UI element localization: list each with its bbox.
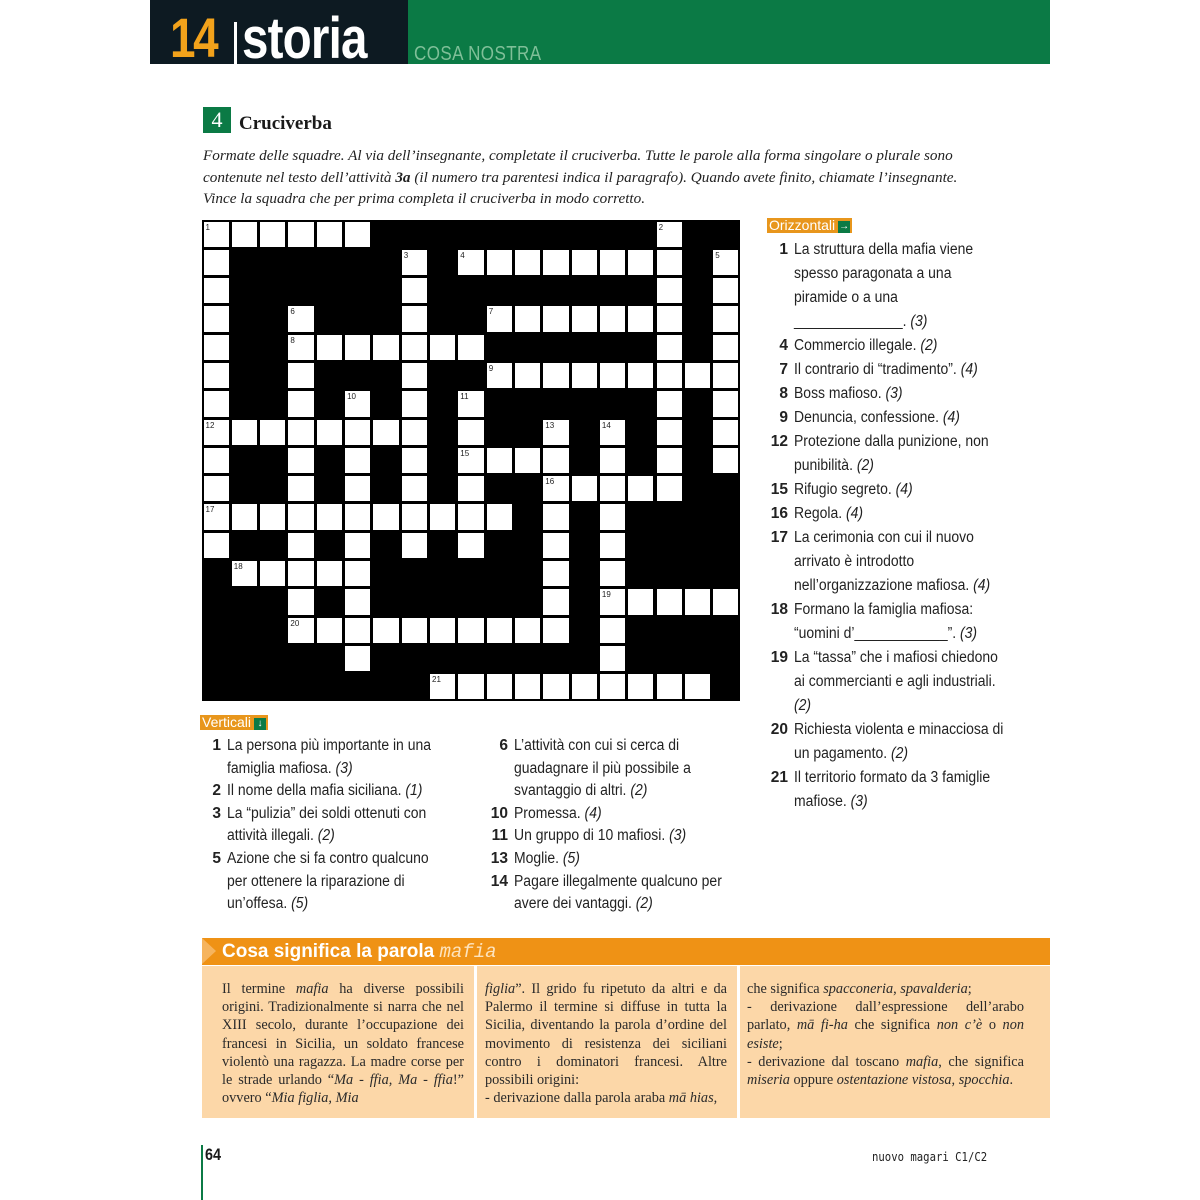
crossword-cell[interactable] [657, 363, 682, 388]
crossword-cell[interactable] [572, 306, 597, 331]
crossword-cell[interactable] [600, 476, 625, 501]
clue-text: Pagare illegalmente qualcuno per avere dei vantaggi. (2) [514, 872, 722, 913]
instructions-text-end: (il numero tra parentesi indica il paragrafo). Quando avete finito, chiamate l’insegnante. Vince la squadra che per prima completa il cruciverba in modo corretto. [203, 168, 958, 207]
crossword-cell[interactable] [600, 504, 625, 529]
crossword-cell[interactable] [232, 504, 257, 529]
cell-number: 14 [601, 420, 611, 430]
clue-item [768, 766, 1008, 814]
paragraph-reference: (4) [895, 481, 913, 498]
crossword-cell[interactable] [572, 363, 597, 388]
instructions [203, 145, 983, 210]
cell-number: 8 [290, 335, 295, 345]
triangle-marker-icon [202, 938, 216, 964]
crossword-cell[interactable] [204, 278, 229, 303]
crossword-cell[interactable] [345, 533, 370, 558]
clue-text: Un gruppo di 10 mafiosi. (3) [514, 827, 687, 845]
crossword-cell[interactable] [487, 363, 512, 388]
crossword-cell[interactable] [628, 674, 653, 699]
paragraph-reference: (2) [890, 745, 909, 762]
cell-number: 9 [488, 364, 494, 373]
crossword-cell[interactable] [288, 448, 313, 473]
crossword-cell[interactable] [317, 420, 342, 445]
crossword-cell[interactable] [657, 589, 682, 614]
crossword-cell[interactable] [373, 618, 398, 643]
crossword-cell[interactable] [232, 222, 257, 247]
crossword-cell[interactable] [515, 448, 540, 473]
crossword-cell[interactable] [458, 476, 483, 501]
clue-item [768, 334, 1008, 358]
clue-text: Promessa. (4) [514, 804, 602, 822]
crossword-cell[interactable] [543, 674, 568, 699]
crossword-cell[interactable] [260, 561, 285, 586]
crossword-cell[interactable] [713, 306, 738, 331]
crossword-cell[interactable] [600, 674, 625, 699]
crossword-cell[interactable] [288, 561, 313, 586]
clue-number: 15 [770, 481, 788, 498]
crossword-cell[interactable] [713, 278, 738, 303]
clue-text: La “tassa” che i mafiosi chiedono ai commercianti e agli industriali. (2) [794, 649, 998, 714]
book-title: nuovo magari C1/C2 [872, 1149, 988, 1164]
cell-number: 12 [205, 420, 215, 430]
clue-number: 19 [770, 649, 788, 666]
cell-number: 13 [545, 420, 555, 430]
crossword-cell[interactable] [232, 420, 257, 445]
paragraph-reference: (4) [960, 361, 978, 378]
crossword-cell[interactable] [515, 250, 540, 275]
clue-number: 21 [770, 769, 788, 786]
crossword-cell[interactable] [685, 674, 710, 699]
clue-number: 8 [779, 385, 788, 402]
verticali-heading [200, 715, 268, 730]
crossword-cell[interactable] [204, 363, 229, 388]
crossword-grid [202, 220, 740, 701]
clue-item [768, 358, 1008, 382]
info-box-header [202, 938, 1050, 965]
clue-number: 3 [212, 804, 221, 822]
crossword-cell[interactable] [345, 222, 370, 247]
crossword-cell[interactable] [345, 476, 370, 501]
clue-item [768, 430, 1008, 478]
orizzontali-label: Orizzontali [769, 217, 836, 233]
crossword-cell[interactable] [600, 618, 625, 643]
clue-number: 4 [779, 337, 788, 354]
clue-number: 16 [770, 505, 788, 522]
crossword-cell[interactable] [487, 306, 512, 331]
cell-number: 5 [715, 250, 720, 260]
cell-number: 1 [205, 222, 210, 232]
crossword-cell[interactable] [487, 504, 512, 529]
crossword-cell[interactable] [600, 589, 625, 614]
clue-text: La struttura della mafia viene spesso paragonata a una piramide o a una ______________. (3) [794, 241, 974, 330]
crossword-cell[interactable] [657, 476, 682, 501]
crossword-cell[interactable] [458, 335, 483, 360]
crossword-cell[interactable] [345, 618, 370, 643]
cell-number: 10 [347, 392, 356, 402]
instructions-text: Formate delle squadre. Al via dell’insegnante, completate il cruciverba. Tutte le parole alla forma singolare o plurale sono contenute nel testo dell’attività [203, 147, 953, 186]
paragraph-reference: (3) [959, 625, 978, 642]
crossword-cell[interactable] [288, 222, 313, 247]
crossword-cell[interactable] [204, 250, 229, 275]
crossword-cell[interactable] [543, 618, 568, 643]
crossword-cell[interactable] [543, 420, 568, 445]
clue-text: La “pulizia” dei soldi ottenuti con attività illegali. (2) [227, 804, 427, 845]
clue-number: 11 [491, 827, 508, 845]
crossword-cell[interactable] [260, 222, 285, 247]
crossword-cell[interactable] [487, 674, 512, 699]
clue-item [488, 735, 743, 803]
crossword-cell[interactable] [345, 448, 370, 473]
paragraph-reference: (4) [942, 409, 960, 426]
crossword-cell[interactable] [515, 363, 540, 388]
crossword-cell[interactable] [543, 589, 568, 614]
crossword-cell[interactable] [713, 420, 738, 445]
crossword-cell[interactable] [600, 363, 625, 388]
clue-text: Regola. (4) [794, 505, 864, 522]
clue-number: 20 [770, 721, 788, 738]
info-box-column-3: che significa spacconeria, spavalderia; - derivazione dall’espressione dell’arabo parlato, mā fi-ha che significa non c’è o non esiste; - derivazione dal toscano mafia, che significa miseria oppure ostentazione vistosa, spocchia. [740, 966, 1050, 1118]
crossword-cell[interactable] [402, 533, 427, 558]
crossword-cell[interactable] [543, 476, 568, 501]
crossword-cell[interactable] [345, 420, 370, 445]
crossword-cell[interactable] [402, 363, 427, 388]
crossword-cell[interactable] [713, 589, 738, 614]
crossword-cell[interactable] [713, 363, 738, 388]
paragraph-reference: (3) [885, 385, 903, 402]
crossword-cell[interactable] [685, 363, 710, 388]
crossword-cell[interactable] [628, 363, 653, 388]
crossword-cell[interactable] [657, 335, 682, 360]
verticali-label: Verticali [202, 714, 252, 730]
header-divider [234, 22, 237, 64]
crossword-cell[interactable] [600, 250, 625, 275]
crossword-cell[interactable] [204, 533, 229, 558]
crossword-cell[interactable] [402, 250, 427, 275]
crossword-cell[interactable] [685, 589, 710, 614]
crossword-cell[interactable] [713, 391, 738, 416]
crossword-cell[interactable] [713, 335, 738, 360]
crossword-cell[interactable] [402, 420, 427, 445]
clue-item [768, 646, 1008, 718]
clue-text: Boss mafioso. (3) [794, 385, 903, 402]
paragraph-reference: (4) [973, 577, 991, 594]
crossword-cell[interactable] [600, 533, 625, 558]
cell-number: 3 [403, 250, 409, 260]
crossword-cell[interactable] [713, 250, 738, 275]
paragraph-reference: (3) [850, 793, 868, 810]
clue-text: Commercio illegale. (2) [794, 337, 938, 354]
crossword-cell[interactable] [288, 533, 313, 558]
clue-number: 18 [770, 601, 788, 618]
paragraph-reference: (4) [845, 505, 864, 522]
crossword-cell[interactable] [515, 618, 540, 643]
crossword-cell[interactable] [232, 561, 257, 586]
clue-item [768, 238, 1008, 334]
cell-number: 6 [290, 307, 295, 317]
clue-text: Denuncia, confessione. (4) [794, 409, 960, 426]
crossword-cell[interactable] [204, 222, 229, 247]
orizzontali-heading [767, 218, 852, 233]
clue-item [201, 803, 451, 848]
crossword-cell[interactable] [543, 363, 568, 388]
crossword-cell[interactable] [402, 306, 427, 331]
paragraph-reference: (3) [335, 759, 353, 777]
crossword-cell[interactable] [458, 391, 483, 416]
clue-text: Formano la famiglia mafiosa: “uomini d’____________”. (3) [794, 601, 978, 642]
clue-text: Richiesta violenta e minacciosa di un pagamento. (2) [794, 721, 1004, 762]
crossword-cell[interactable] [430, 335, 455, 360]
paragraph-reference: (2) [856, 457, 874, 474]
clue-item [488, 871, 743, 916]
paragraph-reference: (3) [669, 827, 687, 845]
chapter-header [150, 0, 1050, 71]
paragraph-reference: (2) [317, 827, 335, 845]
paragraph-reference: (5) [562, 849, 580, 867]
crossword-cell[interactable] [402, 391, 427, 416]
crossword-cell[interactable] [317, 561, 342, 586]
verticali-clue-list-2 [488, 735, 743, 916]
clue-item [488, 848, 743, 871]
crossword-cell[interactable] [402, 504, 427, 529]
crossword-cell[interactable] [430, 504, 455, 529]
chapter-number: 14 [170, 6, 217, 69]
crossword-cell[interactable] [430, 674, 455, 699]
crossword-cell[interactable] [204, 420, 229, 445]
crossword-cell[interactable] [628, 306, 653, 331]
clue-text: La persona più importante in una famiglia mafiosa. (3) [227, 737, 431, 777]
crossword-cell[interactable] [317, 335, 342, 360]
clue-item [201, 848, 451, 916]
page-number: 64 [205, 1145, 222, 1164]
crossword-cell[interactable] [657, 391, 682, 416]
crossword-cell[interactable] [260, 504, 285, 529]
clue-text: Protezione dalla punizione, non punibilità. (2) [794, 433, 989, 474]
clue-number: 2 [212, 782, 221, 800]
crossword-cell[interactable] [572, 476, 597, 501]
crossword-cell[interactable] [458, 250, 483, 275]
crossword-cell[interactable] [288, 618, 313, 643]
crossword-cell[interactable] [402, 618, 427, 643]
cell-number: 11 [460, 392, 469, 402]
crossword-cell[interactable] [458, 618, 483, 643]
paragraph-reference: (2) [920, 337, 938, 354]
cell-number: 7 [488, 307, 494, 317]
crossword-cell[interactable] [345, 589, 370, 614]
clue-item [201, 735, 451, 780]
crossword-cell[interactable] [204, 391, 229, 416]
crossword-cell[interactable] [458, 420, 483, 445]
crossword-cell[interactable] [288, 391, 313, 416]
cell-number: 21 [432, 675, 441, 685]
crossword-cell[interactable] [515, 674, 540, 699]
clue-number: 1 [212, 737, 221, 754]
cell-number: 4 [460, 250, 465, 260]
cell-number: 15 [460, 448, 470, 458]
crossword-cell[interactable] [515, 306, 540, 331]
crossword-cell[interactable] [402, 335, 427, 360]
clue-number: 6 [499, 737, 508, 754]
crossword-cell[interactable] [204, 504, 229, 529]
crossword-cell[interactable] [543, 504, 568, 529]
crossword-cell[interactable] [600, 646, 625, 671]
crossword-cell[interactable] [657, 448, 682, 473]
crossword-cell[interactable] [458, 674, 483, 699]
crossword-cell[interactable] [600, 306, 625, 331]
clue-number: 14 [490, 872, 508, 890]
cell-number: 18 [233, 562, 243, 571]
crossword-cell[interactable] [600, 420, 625, 445]
clue-item [201, 780, 451, 803]
chapter-subtitle: COSA NOSTRA [414, 43, 542, 65]
crossword-cell[interactable] [288, 335, 313, 360]
clue-item [768, 478, 1008, 502]
clue-item [768, 718, 1008, 766]
crossword-cell[interactable] [288, 363, 313, 388]
activity-reference: 3a [395, 168, 411, 186]
crossword-cell[interactable] [487, 618, 512, 643]
crossword-cell[interactable] [458, 533, 483, 558]
cell-number: 17 [205, 505, 215, 515]
crossword-cell[interactable] [288, 504, 313, 529]
crossword-cell[interactable] [458, 504, 483, 529]
clue-text: La cerimonia con cui il nuovo arrivato è introdotto nell’organizzazione mafiosa. (4) [794, 529, 991, 594]
crossword-cell[interactable] [657, 222, 682, 247]
info-box-column-2: figlia”. Il grido fu ripetuto da altri e da Palermo il termine si diffuse in tutta la Sicilia, diventando la parola d’ordine del movimento di resistenza dei siciliani contro i dominatori francesi. Altre possibili origini: - derivazione dalla parola araba mā hias, [477, 966, 737, 1118]
crossword-cell[interactable] [487, 448, 512, 473]
crossword-cell[interactable] [458, 448, 483, 473]
clue-item [768, 502, 1008, 526]
chapter-title: storia [242, 6, 367, 71]
crossword-cell[interactable] [430, 618, 455, 643]
crossword-cell[interactable] [373, 504, 398, 529]
crossword-cell[interactable] [260, 420, 285, 445]
crossword-cell[interactable] [657, 420, 682, 445]
clue-text: Moglie. (5) [514, 849, 580, 867]
paragraph-reference: (1) [405, 782, 423, 800]
section-title: Cruciverba [239, 113, 332, 134]
crossword-cell[interactable] [345, 504, 370, 529]
clue-number: 7 [779, 361, 788, 378]
crossword-cell[interactable] [487, 250, 512, 275]
clue-item [768, 526, 1008, 598]
clue-text: Il territorio formato da 3 famiglie mafiose. (3) [794, 769, 991, 810]
crossword-cell[interactable] [657, 250, 682, 275]
crossword-cell[interactable] [600, 448, 625, 473]
crossword-cell[interactable] [402, 448, 427, 473]
crossword-cell[interactable] [657, 306, 682, 331]
info-box-title-word: mafia [439, 941, 497, 963]
crossword-cell[interactable] [600, 561, 625, 586]
crossword-cell[interactable] [402, 278, 427, 303]
crossword-cell[interactable] [204, 335, 229, 360]
arrow-down-icon: ↓ [254, 718, 266, 730]
orizzontali-clue-list [768, 238, 1008, 814]
crossword-cell[interactable] [204, 448, 229, 473]
paragraph-reference: (4) [584, 804, 602, 822]
clue-number: 10 [490, 804, 508, 822]
clue-item [768, 406, 1008, 430]
crossword-cell[interactable] [204, 306, 229, 331]
clue-item [488, 825, 743, 848]
crossword-cell[interactable] [288, 589, 313, 614]
clue-text: Azione che si fa contro qualcuno per ottenere la riparazione di un’offesa. (5) [227, 849, 429, 913]
crossword-cell[interactable] [572, 250, 597, 275]
crossword-cell[interactable] [373, 420, 398, 445]
crossword-cell[interactable] [543, 448, 568, 473]
clue-text: Rifugio segreto. (4) [794, 481, 913, 498]
clue-item [768, 598, 1008, 646]
paragraph-reference: (2) [630, 782, 648, 800]
clue-number: 12 [770, 433, 788, 450]
info-box-column-1: Il termine mafia ha diverse possibili origini. Tradizionalmente si narra che nel XIII secolo, durante l’occupazione dei francesi in Sicilia, un soldato francese violentò una ragazza. La madre corse per le strade urlando “Ma - ffia, Ma - ffia!” ovvero “Mia figlia, Mia [202, 966, 474, 1118]
paragraph-reference: (5) [291, 895, 309, 913]
crossword-cell[interactable] [345, 646, 370, 671]
paragraph-reference: (3) [910, 313, 928, 330]
crossword-cell[interactable] [628, 476, 653, 501]
crossword-cell[interactable] [543, 533, 568, 558]
clue-number: 1 [779, 241, 788, 258]
arrow-right-icon: → [839, 221, 850, 232]
crossword-cell[interactable] [713, 448, 738, 473]
cell-number: 20 [290, 618, 300, 628]
info-box [202, 966, 1050, 1118]
cell-number: 2 [658, 222, 664, 232]
clue-item [768, 382, 1008, 406]
crossword-cell[interactable] [373, 335, 398, 360]
crossword-cell[interactable] [572, 674, 597, 699]
verticali-clue-list-1 [201, 735, 451, 916]
crossword-cell[interactable] [345, 391, 370, 416]
crossword-cell[interactable] [288, 420, 313, 445]
section-number-badge: 4 [203, 107, 231, 133]
crossword-cell[interactable] [317, 504, 342, 529]
clue-text: Il nome della mafia siciliana. (1) [227, 782, 423, 800]
crossword-cell[interactable] [345, 335, 370, 360]
crossword-cell[interactable] [657, 674, 682, 699]
paragraph-reference: (2) [635, 895, 653, 913]
crossword-cell[interactable] [657, 278, 682, 303]
crossword-cell[interactable] [345, 561, 370, 586]
paragraph-reference: (2) [794, 697, 812, 714]
crossword-cell[interactable] [543, 306, 568, 331]
cell-number: 19 [601, 590, 611, 600]
clue-number: 13 [490, 849, 508, 867]
clue-number: 9 [779, 409, 788, 426]
cell-number: 16 [545, 477, 555, 487]
clue-item [488, 803, 743, 826]
crossword-cell[interactable] [204, 476, 229, 501]
footer-rule [201, 1145, 203, 1200]
clue-number: 5 [212, 849, 221, 867]
crossword-cell[interactable] [628, 589, 653, 614]
crossword-cell[interactable] [288, 306, 313, 331]
crossword-cell[interactable] [288, 476, 313, 501]
crossword-cell[interactable] [317, 618, 342, 643]
crossword-cell[interactable] [543, 250, 568, 275]
crossword-cell[interactable] [402, 476, 427, 501]
clue-number: 17 [770, 529, 788, 546]
crossword-cell[interactable] [543, 561, 568, 586]
clue-text: Il contrario di “tradimento”. (4) [794, 361, 978, 378]
clue-text: L’attività con cui si cerca di guadagnare il più possibile a svantaggio di altri. (2) [514, 737, 691, 800]
info-box-title: Cosa significa la parola [222, 941, 435, 962]
crossword-cell[interactable] [317, 222, 342, 247]
crossword-cell[interactable] [628, 250, 653, 275]
